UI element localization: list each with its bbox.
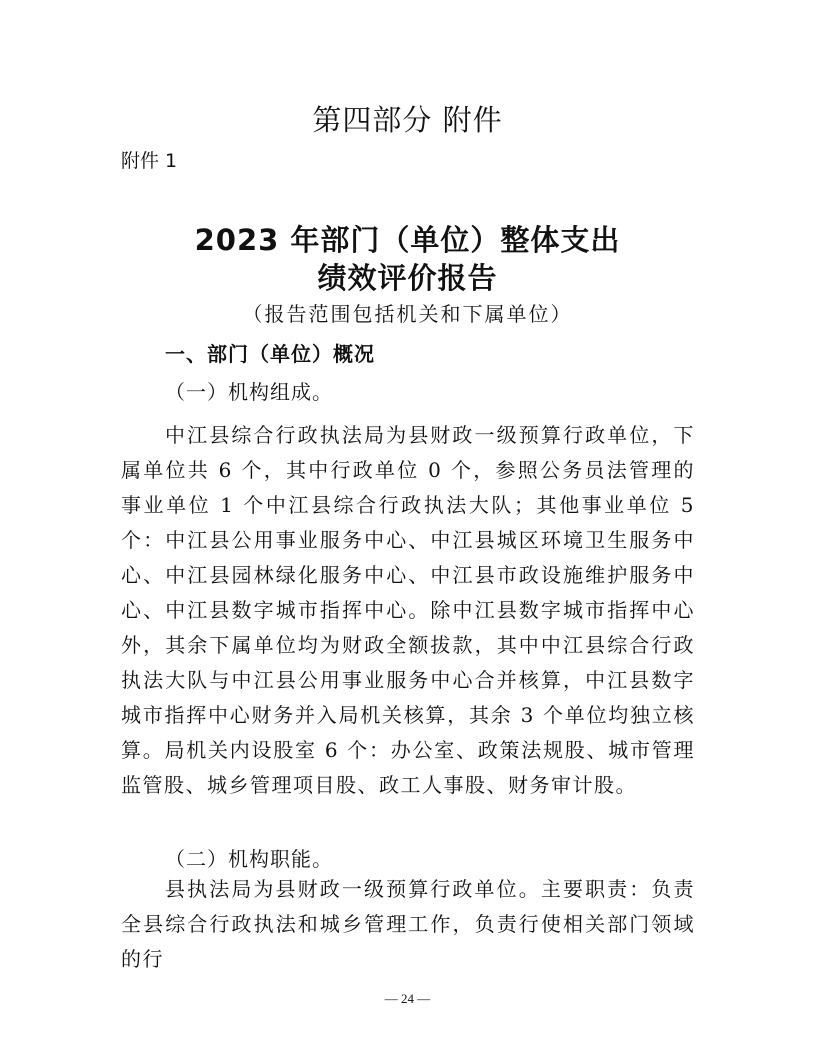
paragraph-composition: 中江县综合行政执法局为县财政一级预算行政单位，下属单位共 6 个，其中行政单位 0 个，参照公务员法管理的事业单位 1 个中江县综合行政执法大队；其他事业单位 5 个：中江县公用事业服务中心、中江县城区环境卫生服务中心、中江县园林绿化服务中心、中江县市政设施维护服务中心、中江县数字城市指挥中心。除中江县数字城市指挥中心外，其余下属单位均为财政全额拔款，其中中江县综合行政执法大队与中江县公用事业服务中心合并核算，中江县数字城市指挥中心财务并入局机关核算，其余 3 个单位均独立核算。局机关内设股室 6 个：办公室、政策法规股、城市管理监管股、城乡管理项目股、政工人事股、财务审计股。 [121, 423, 695, 797]
annex-label: 附件 1 [121, 150, 178, 172]
report-title-line2: 绩效评价报告 [317, 261, 498, 295]
report-scope-note: （报告范围包括机关和下属单位） [242, 302, 573, 326]
subsection-heading-functions: （二）机构职能。 [165, 847, 333, 871]
part-title: 第四部分 附件 [312, 103, 503, 137]
section-heading-overview: 一、部门（单位）概况 [165, 342, 375, 366]
report-title-line1: 2023 年部门（单位）整体支出 [194, 223, 621, 257]
paragraph-functions: 县执法局为县财政一级预算行政单位。主要职责：负责全县综合行政执法和城乡管理工作，负责行使相关部门领域的行 [121, 877, 695, 971]
page-number: — 24 — [384, 991, 431, 1006]
subsection-heading-composition: （一）机构组成。 [165, 380, 333, 404]
